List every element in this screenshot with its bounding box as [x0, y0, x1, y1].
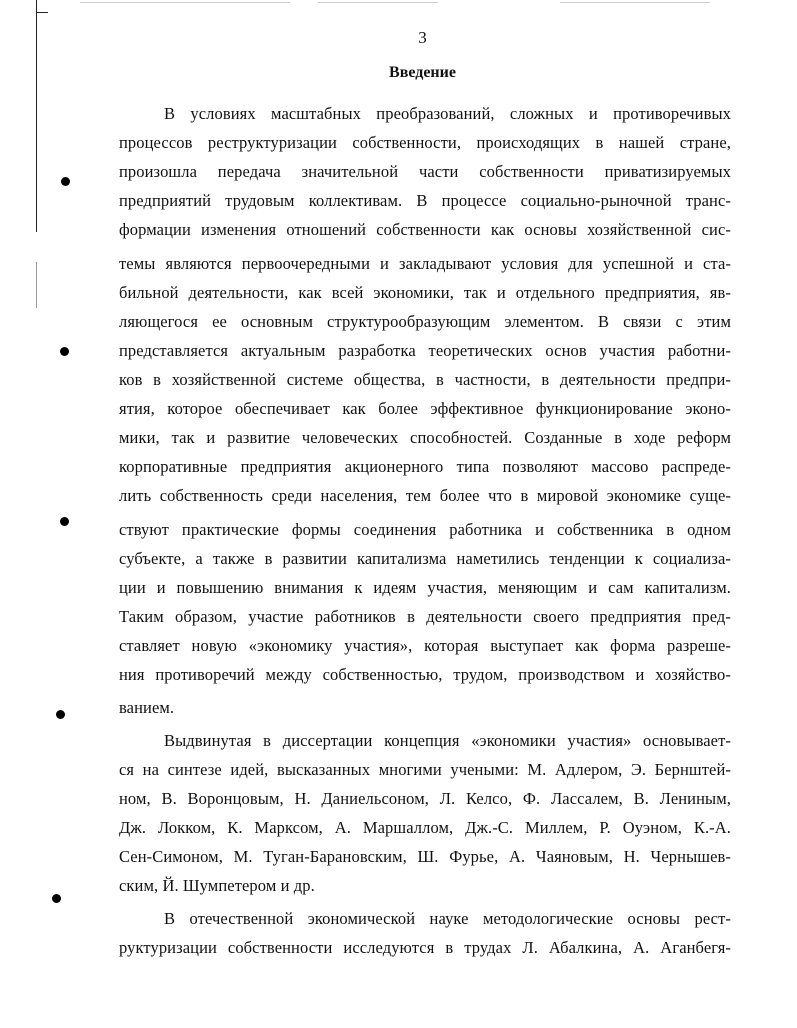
text-line: Выдвинутая в диссертации концепция «экономики участия» основывает- — [164, 731, 731, 750]
text-line: представляется актуальным разработка теоретических основ участия работни- — [119, 341, 731, 360]
punch-hole — [56, 710, 65, 719]
text-line: ванием. — [119, 698, 175, 717]
scan-left-border-lower — [36, 262, 37, 308]
text-line: Сен-Симоном, М. Туган-Барановским, Ш. Фурье, А. Чаяновым, Н. Чернышев- — [119, 847, 731, 866]
page-number: 3 — [418, 28, 427, 47]
text-line: ции и повышению внимания к идеям участия, меняющим и сам капитализм. — [119, 578, 731, 597]
scan-top-rule — [80, 2, 290, 3]
text-line: руктуризации собственности исследуются в трудах Л. Абалкина, А. Аганбегя- — [119, 938, 731, 957]
text-line: субъекте, а также в развитии капитализма наметились тенденции к социализа- — [119, 549, 731, 568]
text-line: ским, Й. Шумпетером и др. — [119, 876, 315, 895]
text-line: В отечественной экономической науке методологические основы рест- — [164, 909, 731, 928]
text-line: Дж. Локком, К. Марксом, А. Маршаллом, Дж.-С. Миллем, Р. Оуэном, К.-А. — [119, 818, 731, 837]
text-line: Таким образом, участие работников в деятельности своего предприятия пред- — [119, 607, 731, 626]
scan-corner-tick — [36, 12, 48, 13]
text-line: корпоративные предприятия акционерного типа позволяют массово распреде- — [119, 457, 731, 476]
scan-top-rule — [560, 2, 710, 3]
text-line: ляющегося ее основным структурообразующим элементом. В связи с этим — [119, 312, 731, 331]
punch-hole — [52, 894, 61, 903]
scan-top-rule — [318, 2, 438, 3]
text-line: В условиях масштабных преобразований, сложных и противоречивых — [164, 104, 731, 123]
text-line: процессов реструктуризации собственности, происходящих в нашей стране, — [119, 133, 731, 152]
text-line: ся на синтезе идей, высказанных многими учеными: М. Адлером, Э. Бернштей- — [119, 760, 731, 779]
text-line: ков в хозяйственной системе общества, в частности, в деятельности предпри- — [119, 370, 731, 389]
text-line: ном, В. Воронцовым, Н. Даниельсоном, Л. Келсо, Ф. Лассалем, В. Лениным, — [119, 789, 731, 808]
page-title: Введение — [389, 64, 456, 81]
punch-hole — [60, 347, 69, 356]
text-line: формации изменения отношений собственности как основы хозяйственной сис- — [119, 220, 731, 239]
text-line: ставляет новую «экономику участия», которая выступает как форма разреше- — [119, 636, 731, 655]
text-line: лить собственность среди населения, тем более что в мировой экономике суще- — [119, 486, 731, 505]
punch-hole — [61, 177, 70, 186]
text-line: ятия, которое обеспечивает как более эффективное функционирование эконо- — [119, 399, 731, 418]
text-line: предприятий трудовым коллективам. В процессе социально-рыночной транс- — [119, 191, 731, 210]
text-line: бильной деятельности, как всей экономики, так и отдельного предприятия, яв- — [119, 283, 731, 302]
text-line: ствуют практические формы соединения работника и собственника в одном — [119, 520, 731, 539]
punch-hole — [60, 517, 69, 526]
text-line: мики, так и развитие человеческих способностей. Созданные в ходе реформ — [119, 428, 731, 447]
text-line: ния противоречий между собственностью, трудом, производством и хозяйство- — [119, 665, 731, 684]
text-line: произошла передача значительной части собственности приватизируемых — [119, 162, 731, 181]
text-line: темы являются первоочередными и закладывают условия для успешной и ста- — [119, 254, 731, 273]
